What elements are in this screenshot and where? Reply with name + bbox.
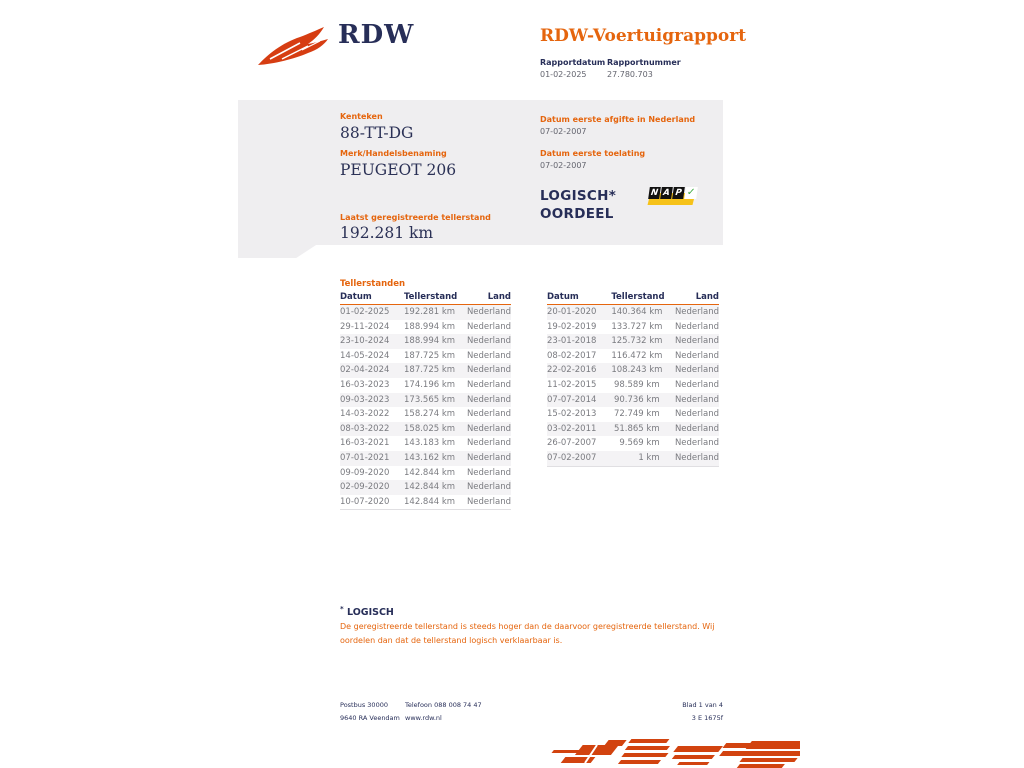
table-cell: 143.162 km — [404, 452, 456, 463]
table-cell: 125.732 km — [611, 336, 663, 347]
table-cell: 90.736 km — [613, 394, 660, 405]
table-cell: 72.749 km — [613, 409, 660, 420]
table-cell: Nederland — [466, 467, 511, 478]
table-cell: 188.994 km — [404, 321, 456, 332]
table-cell: 140.364 km — [611, 307, 663, 317]
table-cell: 142.844 km — [404, 467, 456, 478]
table-cell: 11-02-2015 — [547, 379, 597, 390]
afgifte-label: Datum eerste afgifte in Nederland — [540, 115, 696, 124]
table-row — [340, 436, 511, 451]
table-cell: Nederland — [674, 336, 719, 347]
table-cell: 07-07-2014 — [547, 394, 597, 405]
table-cell: 187.725 km — [404, 365, 456, 376]
table-cell: 143.183 km — [404, 438, 456, 449]
table-row — [340, 451, 511, 466]
table-cell: 51.865 km — [613, 423, 660, 434]
table-cell: 173.565 km — [404, 394, 456, 405]
table-header-row — [340, 291, 511, 305]
footer-phone: Telefoon 088 008 74 47 — [405, 701, 482, 709]
table-row — [547, 363, 719, 378]
table-cell: Nederland — [674, 394, 719, 405]
table-row — [340, 393, 511, 408]
footer-address-line2: 9640 RA Veendam — [340, 714, 400, 722]
toelating-label: Datum eerste toelating — [540, 149, 646, 158]
table-header-row — [547, 291, 719, 305]
table-cell: Nederland — [674, 438, 719, 449]
table-cell: 133.727 km — [611, 321, 663, 332]
oordeel-line1: LOGISCH* — [540, 188, 617, 204]
table-cell: 29-11-2024 — [340, 321, 390, 332]
table-row — [340, 320, 511, 335]
table-cell: 19-02-2019 — [547, 321, 597, 332]
table-cell: 192.281 km — [404, 307, 456, 317]
table-cell: Nederland — [452, 495, 511, 510]
table-row — [547, 407, 719, 422]
oordeel-line2: OORDEEL — [540, 206, 614, 222]
table-cell: 10-07-2020 — [340, 495, 404, 510]
table-row — [547, 320, 719, 335]
table-cell: 16-03-2021 — [340, 438, 390, 449]
column-header-datum: Datum — [547, 291, 611, 305]
table-row — [547, 451, 719, 466]
column-header-tellerstand: Tellerstand — [404, 291, 452, 305]
report-number-label: Rapportnummer — [607, 58, 681, 67]
table-cell: Nederland — [466, 336, 511, 347]
table-row — [340, 305, 511, 320]
table-cell: 142.844 km — [404, 495, 452, 510]
report-date-label: Rapportdatum — [540, 58, 606, 67]
table-row — [547, 334, 719, 349]
table-cell: Nederland — [466, 423, 511, 434]
table-cell: 14-05-2024 — [340, 350, 390, 361]
report-date-value: 01-02-2025 — [540, 70, 587, 79]
table-cell: 02-09-2020 — [340, 482, 390, 493]
table-cell: Nederland — [466, 482, 511, 493]
table-cell: 98.589 km — [613, 379, 660, 390]
table-cell: 142.844 km — [404, 482, 456, 493]
table-row — [547, 393, 719, 408]
document-title: RDW-Voertuigrapport — [540, 26, 747, 46]
table-cell: Nederland — [674, 365, 719, 376]
column-header-land: Land — [452, 291, 511, 305]
rdw-feather-logo-icon — [256, 26, 334, 68]
nap-letter-n: N — [648, 187, 661, 199]
table-row — [547, 349, 719, 364]
table-row — [340, 363, 511, 378]
table-cell: Nederland — [674, 307, 719, 317]
table-cell: Nederland — [466, 438, 511, 449]
rdw-stripe-decoration — [545, 737, 800, 768]
table-row — [547, 436, 719, 451]
nap-logo-icon — [648, 186, 698, 208]
nap-checkmark-icon: ✓ — [686, 187, 697, 198]
table-cell: 158.025 km — [404, 423, 456, 434]
footnote-heading-text: LOGISCH — [346, 607, 394, 619]
tellerstanden-title: Tellerstanden — [340, 279, 406, 289]
table-cell: 07-01-2021 — [340, 452, 390, 463]
table-cell: 22-02-2016 — [547, 365, 597, 376]
table-cell: 09-03-2023 — [340, 394, 390, 405]
table-row — [340, 480, 511, 495]
table-cell: 188.994 km — [404, 336, 456, 347]
table-row — [340, 349, 511, 364]
footer-address-line1: Postbus 30000 — [340, 701, 388, 709]
table-cell: 16-03-2023 — [340, 379, 390, 390]
table-cell: Nederland — [674, 379, 719, 390]
table-row — [340, 466, 511, 481]
table-cell: 174.196 km — [404, 379, 456, 390]
table-row — [340, 407, 511, 422]
table-cell: Nederland — [466, 394, 511, 405]
table-cell: 1 km — [611, 451, 659, 466]
footnote-asterisk: * — [340, 605, 344, 613]
table-cell: 108.243 km — [611, 365, 663, 376]
table-cell: 26-07-2007 — [547, 438, 597, 449]
tellerstand-label: Laatst geregistreerde tellerstand — [340, 213, 491, 222]
rdw-logo-text: RDW — [338, 20, 415, 50]
table-cell: 9.569 km — [619, 438, 660, 449]
merk-label: Merk/Handelsbenaming — [340, 149, 447, 158]
table-cell: 20-01-2020 — [547, 307, 597, 317]
odometer-table-right — [547, 291, 719, 467]
table-cell: Nederland — [466, 409, 511, 420]
table-cell: 08-03-2022 — [340, 423, 390, 434]
table-cell: 116.472 km — [611, 350, 663, 361]
afgifte-value: 07-02-2007 — [540, 127, 587, 136]
table-cell: Nederland — [466, 307, 511, 317]
table-cell: 23-10-2024 — [340, 336, 390, 347]
table-cell: Nederland — [660, 451, 719, 466]
table-cell: Nederland — [674, 350, 719, 361]
table-cell: Nederland — [466, 365, 511, 376]
column-header-land: Land — [660, 291, 719, 305]
table-row — [547, 305, 719, 320]
column-header-datum: Datum — [340, 291, 404, 305]
table-cell: 07-02-2007 — [547, 451, 611, 466]
table-row — [340, 334, 511, 349]
table-cell: 15-02-2013 — [547, 409, 597, 420]
odometer-table-left — [340, 291, 511, 510]
table-cell: 02-04-2024 — [340, 365, 390, 376]
table-row — [547, 378, 719, 393]
kenteken-value: 88-TT-DG — [340, 124, 414, 142]
table-cell: 158.274 km — [404, 409, 456, 420]
footer-form-code: 3 E 1675f — [691, 714, 723, 722]
nap-letter-a: A — [660, 187, 673, 199]
table-row — [340, 495, 511, 510]
table-row — [547, 422, 719, 437]
merk-value: PEUGEOT 206 — [340, 161, 457, 179]
table-cell: 09-09-2020 — [340, 467, 390, 478]
report-number-value: 27.780.703 — [607, 70, 653, 79]
toelating-value: 07-02-2007 — [540, 161, 587, 170]
table-cell: Nederland — [674, 423, 719, 434]
logisch-footnote-text: De geregistreerde tellerstand is steeds hoger dan de daarvoor geregistreerde tellerstand. Wij oordelen dan dat de tellerstand logisch verklaarbaar is. — [340, 622, 715, 645]
table-cell: 187.725 km — [404, 350, 456, 361]
table-cell: Nederland — [466, 452, 511, 463]
table-cell: Nederland — [466, 379, 511, 390]
table-cell: Nederland — [466, 321, 511, 332]
table-row — [340, 378, 511, 393]
footer-website: www.rdw.nl — [405, 714, 442, 722]
table-cell: 01-02-2025 — [340, 307, 390, 317]
footer-page-number: Blad 1 van 4 — [682, 701, 723, 709]
table-cell: 23-01-2018 — [547, 336, 597, 347]
logisch-footnote-heading — [340, 605, 394, 618]
table-cell: Nederland — [674, 409, 719, 420]
table-row — [340, 422, 511, 437]
table-cell: 14-03-2022 — [340, 409, 390, 420]
tellerstand-value: 192.281 km — [340, 224, 434, 242]
table-cell: Nederland — [674, 321, 719, 332]
table-cell: 03-02-2011 — [547, 423, 597, 434]
kenteken-label: Kenteken — [340, 112, 383, 121]
table-cell: Nederland — [466, 350, 511, 361]
column-header-tellerstand: Tellerstand — [611, 291, 659, 305]
table-cell: 08-02-2017 — [547, 350, 597, 361]
nap-letter-p: P — [672, 187, 685, 199]
